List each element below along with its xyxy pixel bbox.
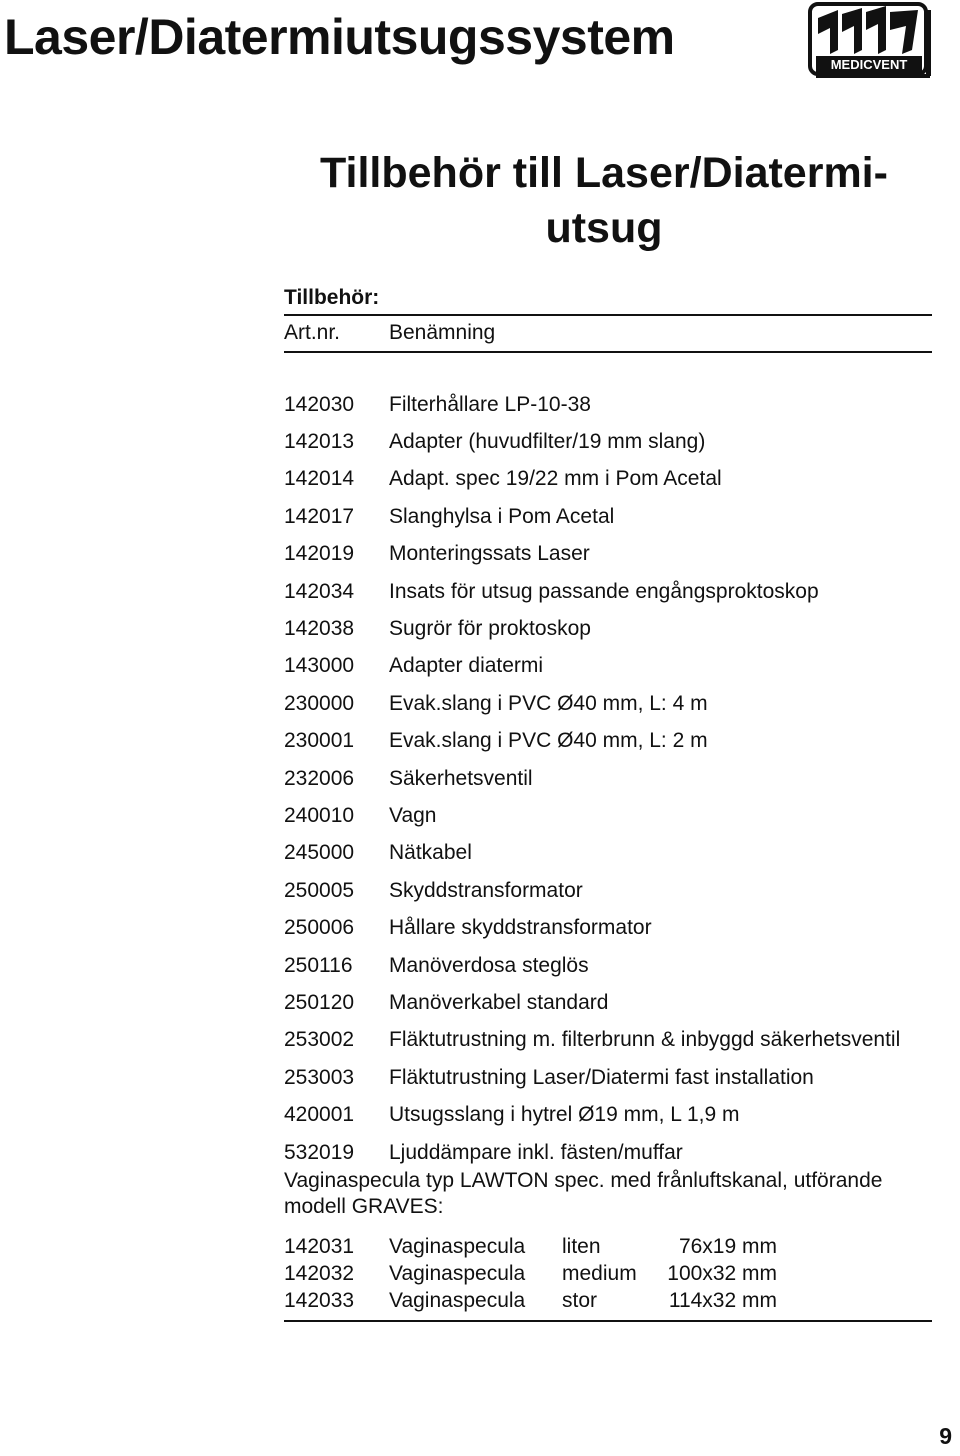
item-name: Manöverdosa steglös [389, 953, 589, 977]
specula-row [284, 1287, 934, 1314]
list-item [284, 386, 934, 423]
art-number: 142033 [284, 1288, 355, 1312]
art-number: 142038 [284, 617, 355, 641]
section-label: Tillbehör: [284, 286, 380, 309]
item-name: Vaginaspecula [389, 1234, 526, 1258]
document-title [290, 146, 918, 256]
art-number: 250116 [284, 953, 353, 977]
item-name: Ljuddämpare inkl. fästen/muffar [389, 1140, 683, 1164]
item-name: Sugrör för proktoskop [389, 617, 591, 641]
art-number: 245000 [284, 841, 355, 865]
item-name: Vaginaspecula [389, 1261, 526, 1285]
list-item [284, 685, 934, 722]
art-number: 250006 [284, 916, 355, 940]
specula-note: Vaginaspecula typ LAWTON spec. med frånluftskanal, utförande modell GRAVES: [284, 1169, 883, 1218]
art-number: 532019 [284, 1140, 355, 1164]
art-number: 142034 [284, 579, 355, 603]
art-number: 142032 [284, 1261, 355, 1285]
item-name: Säkerhetsventil [389, 766, 533, 790]
medicvent-logo [808, 2, 932, 78]
art-number: 240010 [284, 803, 355, 827]
divider-bottom [284, 1320, 932, 1322]
document-title-line-1: Tillbehör till Laser/Diatermi- [320, 149, 888, 197]
list-item [284, 1096, 934, 1133]
item-name: Filterhållare LP-10-38 [389, 392, 591, 416]
item-name: Insats för utsug passande engångsproktoskop [389, 579, 819, 603]
divider-header [284, 351, 932, 353]
art-number: 142014 [284, 467, 355, 491]
list-item [284, 984, 934, 1021]
item-name: Hållare skyddstransformator [389, 916, 652, 940]
item-dimensions: 100x32 mm [667, 1261, 777, 1285]
art-number: 420001 [284, 1103, 355, 1127]
list-item [284, 797, 934, 834]
item-name: Skyddstransformator [389, 878, 583, 902]
list-item [284, 610, 934, 647]
item-name: Adapter (huvudfilter/19 mm slang) [389, 430, 706, 454]
item-name: Adapt. spec 19/22 mm i Pom Acetal [389, 467, 722, 491]
specula-row [284, 1260, 934, 1287]
art-number: 250005 [284, 878, 355, 902]
item-size: stor [562, 1288, 598, 1312]
art-number: 143000 [284, 654, 355, 678]
art-number: 253002 [284, 1028, 355, 1052]
list-item [284, 1022, 934, 1059]
list-item [284, 536, 934, 573]
item-name: Slanghylsa i Pom Acetal [389, 504, 615, 528]
list-item [284, 461, 934, 498]
art-number: 142030 [284, 392, 355, 416]
list-item [284, 760, 934, 797]
art-number: 230001 [284, 729, 355, 753]
item-name: Fläktutrustning Laser/Diatermi fast installation [389, 1065, 814, 1089]
list-item [284, 1059, 934, 1096]
item-name: Vagn [389, 803, 437, 827]
divider-top [284, 314, 932, 316]
item-name: Nätkabel [389, 841, 472, 865]
item-size: medium [562, 1261, 637, 1285]
art-number: 142017 [284, 504, 355, 528]
art-number: 230000 [284, 691, 355, 715]
item-dimensions: 76x19 mm [678, 1234, 777, 1258]
item-name: Monteringssats Laser [389, 542, 590, 566]
list-item [284, 835, 934, 872]
list-item [284, 909, 934, 946]
list-item [284, 423, 934, 460]
art-number: 142013 [284, 430, 355, 454]
list-item [284, 573, 934, 610]
accessory-list [284, 386, 934, 1171]
item-name: Vaginaspecula [389, 1288, 526, 1312]
item-name: Evak.slang i PVC Ø40 mm, L: 4 m [389, 691, 708, 715]
item-dimensions: 114x32 mm [668, 1288, 777, 1312]
art-number: 142019 [284, 542, 355, 566]
list-item [284, 1134, 934, 1171]
svg-text:MEDICVENT: MEDICVENT [830, 57, 908, 72]
list-item [284, 723, 934, 760]
page-header-title: Laser/Diatermiutsugssystem [4, 9, 675, 65]
column-header-name: Benämning [389, 321, 496, 344]
art-number: 250120 [284, 990, 355, 1014]
item-name: Fläktutrustning m. filterbrunn & inbyggd säkerhetsventil [389, 1028, 901, 1052]
page-number: 9 [939, 1423, 952, 1449]
list-item [284, 872, 934, 909]
item-name: Evak.slang i PVC Ø40 mm, L: 2 m [389, 729, 708, 753]
list-item [284, 947, 934, 984]
specula-list [284, 1233, 934, 1314]
art-number: 253003 [284, 1065, 355, 1089]
item-name: Utsugsslang i hytrel Ø19 mm, L 1,9 m [389, 1103, 740, 1127]
art-number: 142031 [284, 1234, 355, 1258]
list-item [284, 498, 934, 535]
column-header-art: Art.nr. [284, 321, 341, 344]
item-name: Adapter diatermi [389, 654, 544, 678]
document-title-line-2: utsug [545, 204, 663, 252]
specula-row [284, 1233, 934, 1260]
art-number: 232006 [284, 766, 355, 790]
item-size: liten [562, 1234, 601, 1258]
item-name: Manöverkabel standard [389, 990, 609, 1014]
list-item [284, 648, 934, 685]
